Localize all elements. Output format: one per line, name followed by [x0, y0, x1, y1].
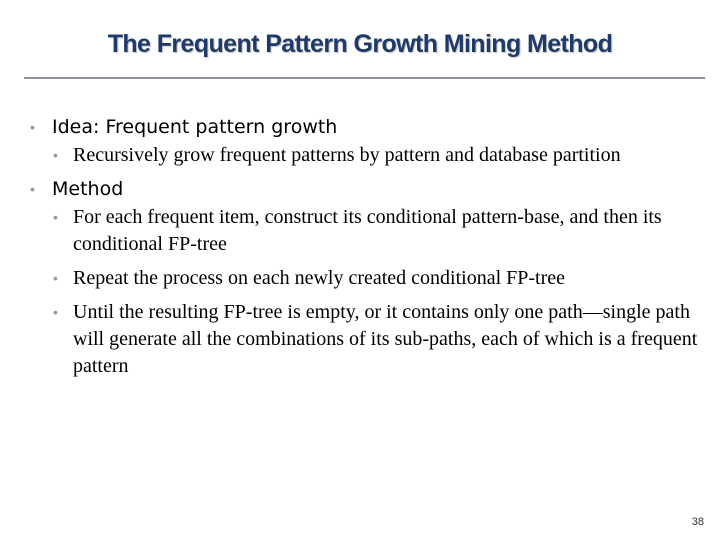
sub-bullet-text: For each frequent item, construct its conditional pattern-base, and then its conditional FP-tree — [73, 206, 662, 255]
sub-bullet-repeat-process — [52, 265, 700, 292]
bullet-icon: • — [53, 304, 58, 320]
bullet-text: Method — [52, 178, 124, 200]
bullet-idea — [30, 114, 700, 140]
bullet-icon: • — [53, 147, 58, 163]
title-divider — [24, 77, 705, 79]
slide-content — [30, 114, 700, 387]
sub-bullet-text: Until the resulting FP-tree is empty, or it contains only one path—single path will generate all the combinations of its sub-paths, each of which is a frequent pattern — [73, 301, 698, 377]
bullet-method — [30, 176, 700, 202]
sub-bullet-recursive-growth — [52, 142, 700, 169]
page-number: 38 — [691, 516, 704, 528]
sub-bullet-text: Recursively grow frequent patterns by pattern and database partition — [73, 144, 621, 166]
bullet-icon: • — [53, 209, 58, 225]
bullet-text: Idea: Frequent pattern growth — [52, 116, 338, 138]
sub-bullet-construct-conditional — [52, 204, 700, 258]
bullet-icon: • — [30, 119, 35, 135]
sub-bullet-text: Repeat the process on each newly created conditional FP-tree — [73, 267, 566, 289]
bullet-icon: • — [53, 270, 58, 286]
bullet-icon: • — [30, 181, 35, 197]
slide-title: The Frequent Pattern Growth Mining Method — [107, 30, 613, 58]
sub-bullet-until-empty — [52, 299, 700, 380]
